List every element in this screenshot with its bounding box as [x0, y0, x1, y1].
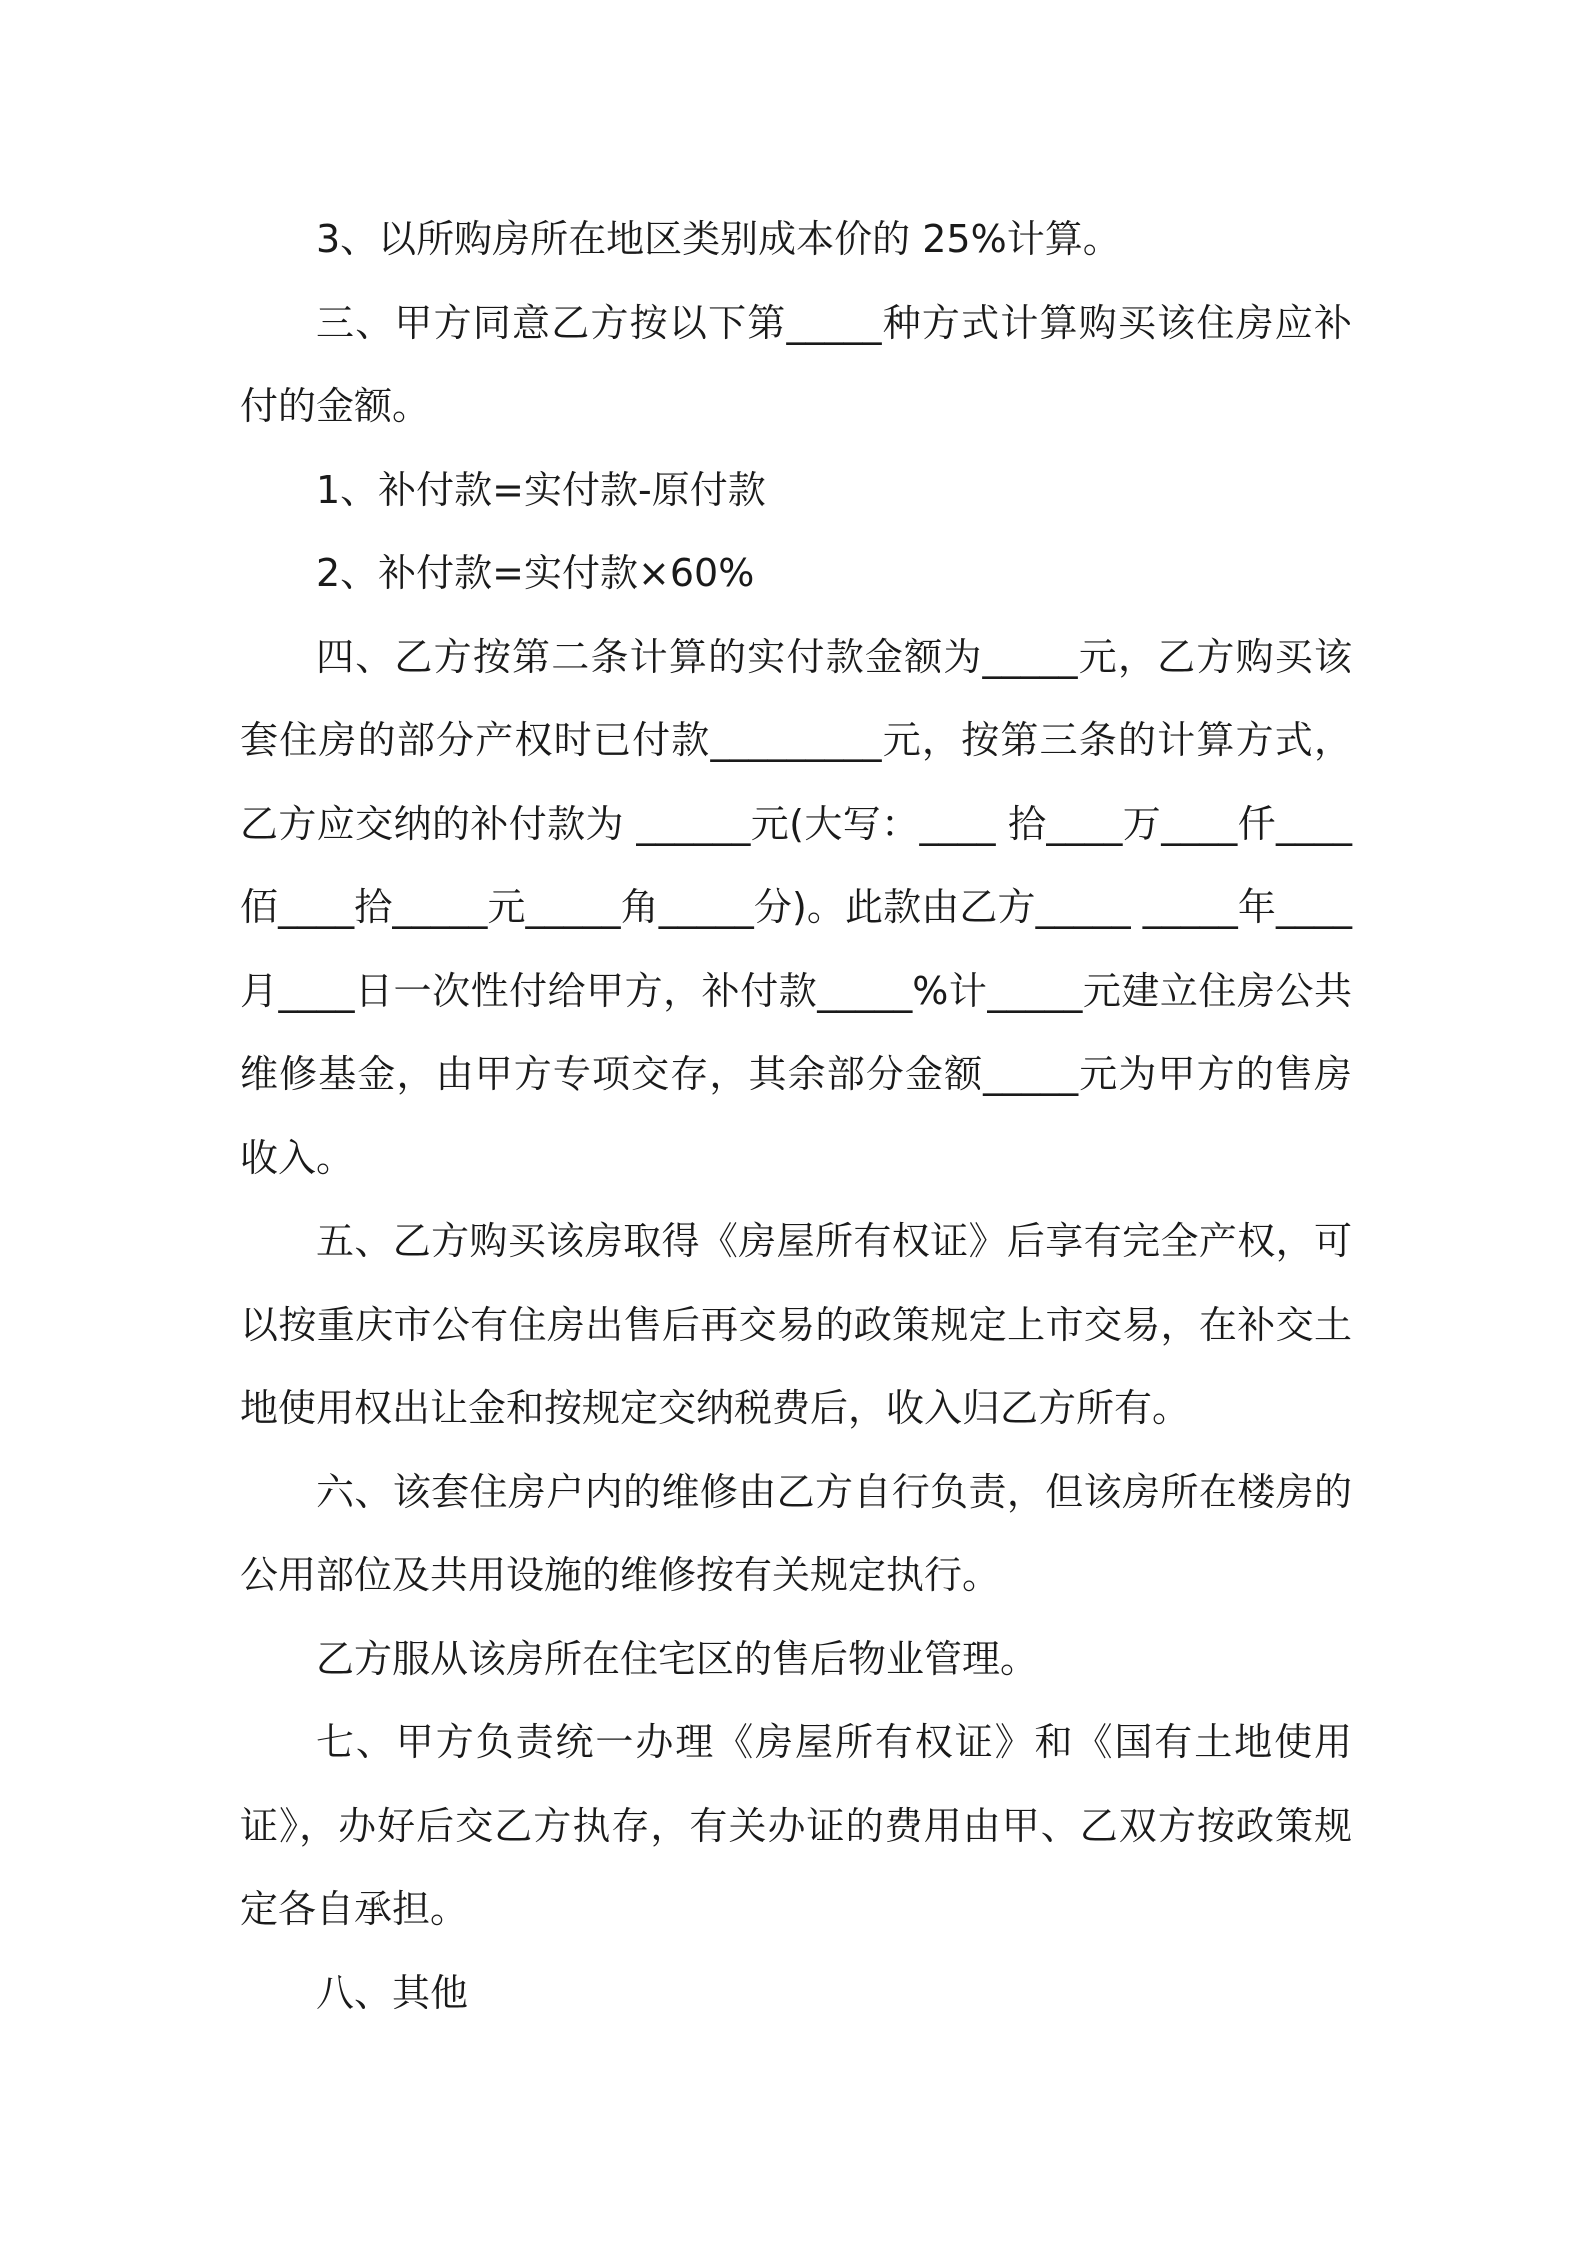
paragraph-clause-5: 五、乙方购买该房取得《房屋所有权证》后享有完全产权，可以按重庆市公有住房出售后再交易的政策规定上市交易，在补交土地使用权出让金和按规定交纳税费后，收入归乙方所有。 [240, 1219, 1352, 1430]
paragraph-clause-6: 六、该套住房户内的维修由乙方自行负责，但该房所在楼房的公用部位及共用设施的维修按有关规定执行。 [240, 1469, 1352, 1597]
paragraph-clause-8: 八、其他 [316, 1970, 469, 2015]
paragraph-clause-7: 七、甲方负责统一办理《房屋所有权证》和《国有土地使用证》，办好后交乙方执存，有关办证的费用由甲、乙双方按政策规定各自承担。 [240, 1720, 1352, 1931]
paragraph-clause-3: 三、甲方同意乙方按以下第_____种方式计算购买该住房应补付的金额。 [240, 300, 1352, 428]
document-body [240, 198, 1352, 2035]
paragraph-property-management: 乙方服从该房所在住宅区的售后物业管理。 [316, 1636, 1039, 1681]
paragraph-formula-1: 1、补付款=实付款-原付款 [316, 467, 766, 512]
paragraph-formula-2: 2、补付款=实付款×60% [316, 551, 755, 595]
paragraph-clause-4: 四、乙方按第二条计算的实付款金额为_____元，乙方购买该套住房的部分产权时已付款_________元，按第三条的计算方式，乙方应交纳的补付款为 ______元(大写：____ 拾____万____仟____佰____拾_____元_____角_____分)。此款由乙方_____ _____年____月____日一次性付给甲方，补付款_____%计_____元建立住房公共维修基金，由甲方专项交存，其余部分金额_____元为甲方的售房收入。 [240, 634, 1352, 1180]
paragraph-price-basis: 3、以所购房所在地区类别成本价的 25%计算。 [316, 217, 1121, 261]
